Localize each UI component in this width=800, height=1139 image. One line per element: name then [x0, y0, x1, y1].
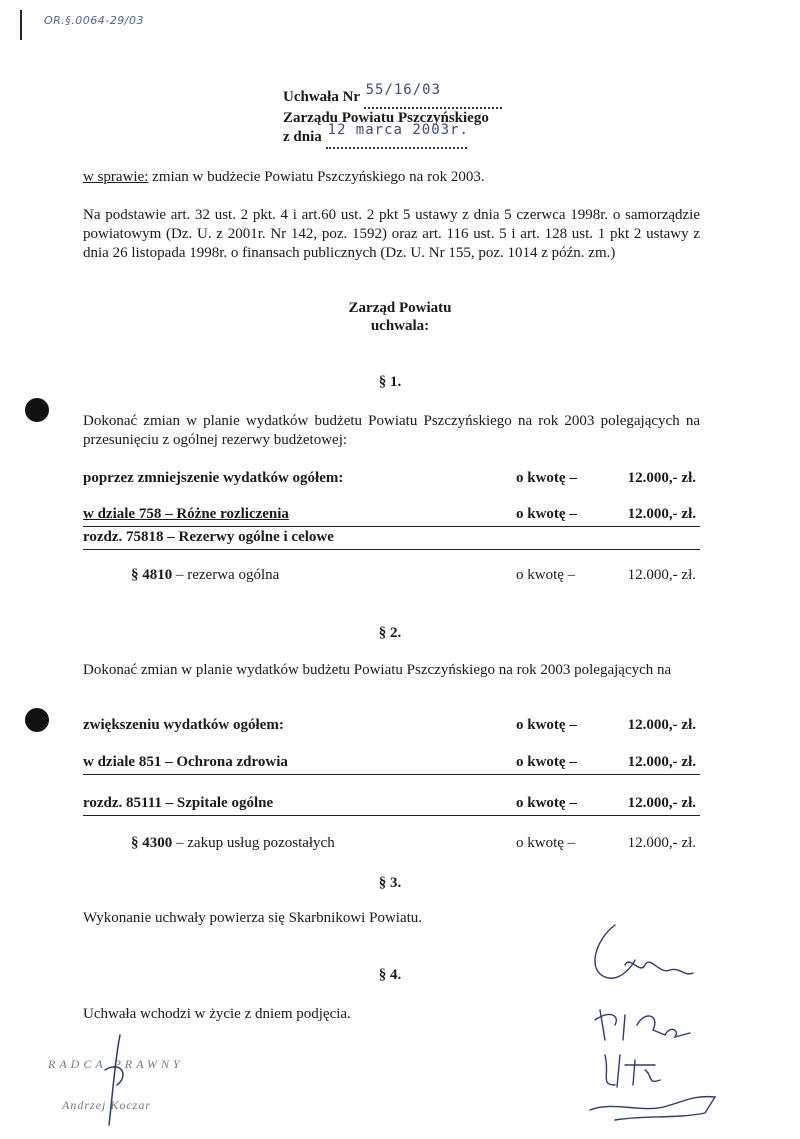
resolution-prefix: Uchwała Nr: [283, 89, 360, 105]
section-4-mark: § 4.: [378, 967, 402, 983]
signature-1: [595, 925, 693, 978]
decision-line2: uchwala:: [370, 318, 430, 334]
row-label: w dziale 758 – Różne rozliczenia: [83, 506, 289, 522]
section-2-mark: § 2.: [378, 625, 402, 641]
date-prefix: z dnia: [283, 129, 322, 145]
decision-line1: Zarząd Powiatu: [348, 300, 452, 316]
date-value: 12 marca 2003r.: [327, 122, 469, 138]
reference-note: OR.§.0064-29/03: [44, 14, 144, 27]
row-label: – zakup usług pozostałych: [172, 835, 335, 851]
row-amount: 12.000,- zł.: [627, 795, 696, 811]
row-amount: 12.000,- zł.: [627, 717, 696, 733]
resolution-header: [283, 82, 543, 149]
row-label: – rezerwa ogólna: [172, 567, 280, 583]
s2-row-rozdz: [83, 795, 700, 816]
section-3-text: Wykonanie uchwały powierza się Skarbnikowi Powiatu.: [83, 910, 423, 926]
s2-row-dzial: [83, 754, 700, 775]
row-label: rozdz. 75818 – Rezerwy ogólne i celowe: [83, 529, 334, 545]
legal-stamp-title: RADCA PRAWNY: [48, 1057, 184, 1071]
row-amount: 12.000,- zł.: [627, 506, 696, 522]
row-label: w dziale 851 – Ochrona zdrowia: [83, 754, 288, 770]
row-kw: o kwotę –: [516, 795, 577, 811]
row-code: § 4300: [131, 835, 173, 851]
resolution-number-field: [364, 82, 502, 109]
section-1-mark: § 1.: [378, 374, 402, 390]
s2-row-total: [83, 717, 700, 737]
legal-basis: Na podstawie art. 32 ust. 2 pkt. 4 i art.60 ust. 2 pkt 5 ustawy z dnia 5 czerwca 1998r. o samorządzie powiatowym (Dz. U. z 2001r. Nr 142, poz. 1592) oraz art. 116 ust. 5 i art. 128 ust. 1 pkt 2 ustawy z dnia 26 listopada 1998r. o finansach publicznych (Dz. U. Nr 155, poz. 1014 z późn. zm.): [83, 207, 700, 261]
subject-line: [83, 168, 700, 187]
signature-4: [590, 1097, 715, 1120]
s1-row-paragraph: [83, 567, 700, 587]
s1-row-dzial: [83, 506, 700, 527]
resolution-number: 55/16/03: [365, 82, 441, 98]
signature-2: [595, 1010, 690, 1040]
row-label: poprzez zmniejszenie wydatków ogółem:: [83, 470, 344, 486]
row-label: zwiększeniu wydatków ogółem:: [83, 717, 284, 733]
s1-row-rozdz: [83, 529, 700, 550]
row-amount: 12.000,- zł.: [627, 567, 696, 583]
row-kw: o kwotę –: [516, 835, 576, 851]
section-1-intro: Dokonać zmian w planie wydatków budżetu Powiatu Pszczyńskiego na rok 2003 polegających na przesunięciu z ogólnej rezerwy budżetowej:: [83, 413, 700, 448]
section-3-mark: § 3.: [378, 875, 402, 891]
row-kw: o kwotę –: [516, 717, 577, 733]
row-code: § 4810: [131, 567, 173, 583]
s1-row-total: [83, 470, 700, 490]
row-kw: o kwotę –: [516, 470, 577, 486]
signature-3: [605, 1055, 660, 1087]
signatures: [575, 915, 735, 1130]
margin-bar: [20, 10, 22, 40]
s2-row-paragraph: [83, 835, 700, 855]
row-amount: 12.000,- zł.: [627, 470, 696, 486]
section-2-intro: Dokonać zmian w planie wydatków budżetu Powiatu Pszczyńskiego na rok 2003 polegających na: [83, 662, 672, 678]
punch-hole-2: [25, 708, 49, 732]
section-4-text: Uchwała wchodzi w życie z dniem podjęcia.: [83, 1006, 351, 1022]
board-name: Zarządu Powiatu Pszczyńskiego: [283, 110, 489, 126]
subject-label: w sprawie:: [83, 169, 149, 185]
row-kw: o kwotę –: [516, 567, 576, 583]
row-label: rozdz. 85111 – Szpitale ogólne: [83, 795, 274, 811]
legal-stamp-signature: [95, 1030, 135, 1130]
row-kw: o kwotę –: [516, 506, 577, 522]
date-field: [326, 122, 469, 149]
legal-stamp-name: Andrzej Koczar: [62, 1098, 151, 1112]
row-kw: o kwotę –: [516, 754, 577, 770]
row-amount: 12.000,- zł.: [627, 835, 696, 851]
punch-hole-1: [25, 398, 49, 422]
decision-heading: [280, 299, 520, 335]
row-amount: 12.000,- zł.: [627, 754, 696, 770]
subject-text: zmian w budżecie Powiatu Pszczyńskiego na rok 2003.: [148, 169, 485, 185]
